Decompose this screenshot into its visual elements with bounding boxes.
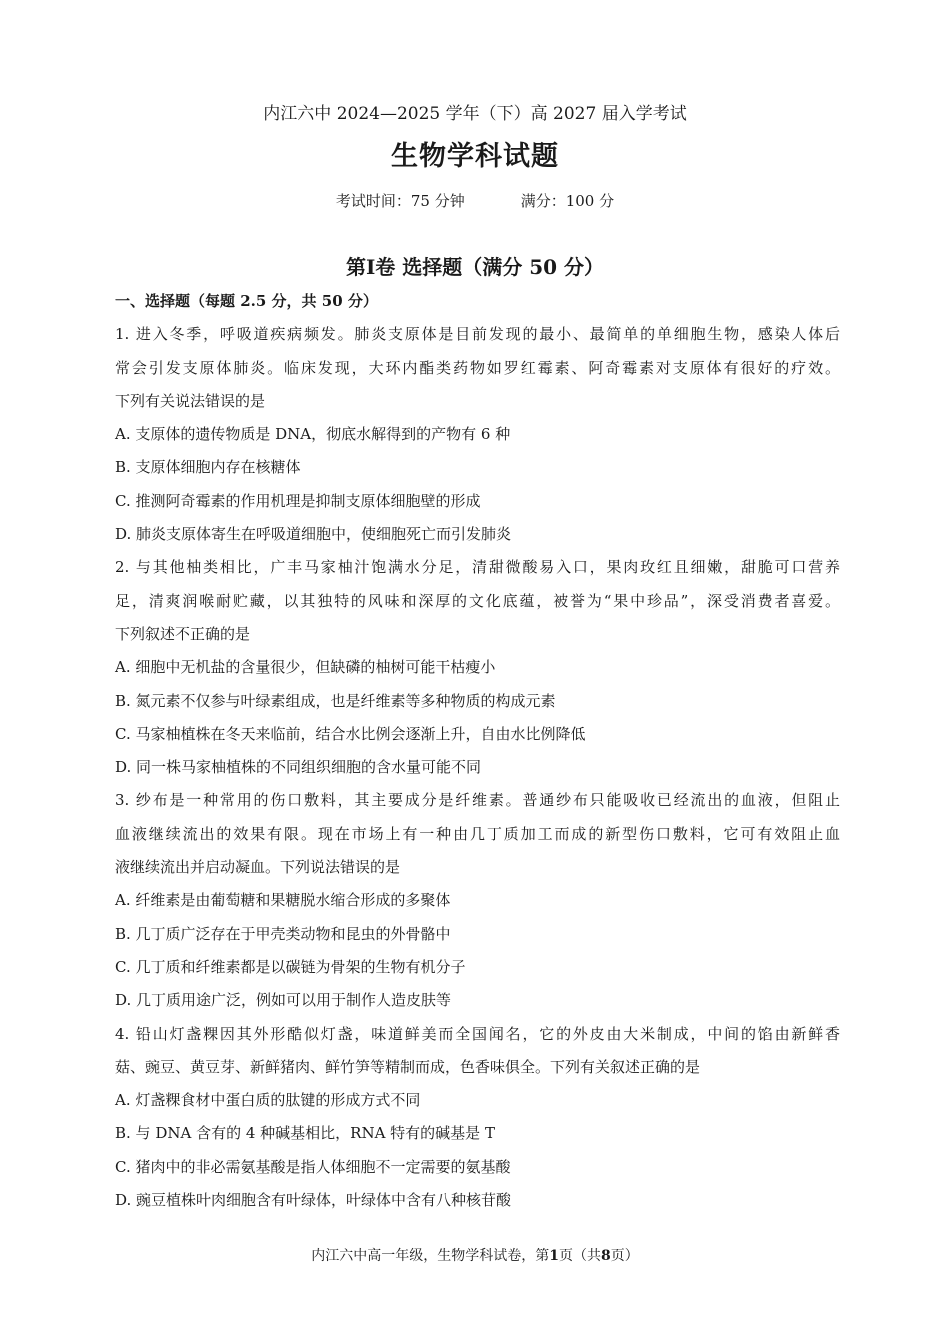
option-a: A. 细胞中无机盐的含量很少，但缺磷的柚树可能干枯瘦小 <box>115 658 496 677</box>
option-d: D. 肺炎支原体寄生在呼吸道细胞中，使细胞死亡而引发肺炎 <box>115 525 512 544</box>
section-title: 第Ⅰ卷 选择题（满分 50 分） <box>345 255 605 279</box>
question-stem-line: 常会引发支原体肺炎。临床发现，大环内酯类药物如罗红霉素、阿奇霉素对支原体有很好的疗效。 <box>115 358 840 377</box>
option-d: D. 同一株马家柚植株的不同组织细胞的含水量可能不同 <box>115 758 482 777</box>
question-stem-line: 下列有关说法错误的是 <box>115 391 266 410</box>
option-b: B. 支原体细胞内存在核糖体 <box>115 458 301 477</box>
option-a: A. 纤维素是由葡萄糖和果糖脱水缩合形成的多聚体 <box>115 891 451 910</box>
question-2 <box>115 551 840 784</box>
option-d: D. 豌豆植株叶肉细胞含有叶绿体，叶绿体中含有八种核苷酸 <box>115 1191 512 1210</box>
footer-suffix: 页） <box>610 1248 639 1264</box>
questions-area <box>115 285 840 1217</box>
option-b: B. 与 DNA 含有的 4 种碱基相比，RNA 特有的碱基是 T <box>115 1124 495 1143</box>
exam-info <box>0 189 950 213</box>
option-d: D. 几丁质用途广泛，例如可以用于制作人造皮肤等 <box>115 991 452 1010</box>
question-stem-line: 2. 与其他柚类相比，广丰马家柚汁饱满水分足，清甜微酸易入口，果肉玫红且细嫩，甜脆可口营养 <box>115 558 840 577</box>
question-stem-line: 3. 纱布是一种常用的伤口敷料，其主要成分是纤维素。普通纱布只能吸收已经流出的血液，但阻止 <box>115 791 840 810</box>
footer-prefix: 内江六中高一年级，生物学科试卷，第 <box>311 1248 550 1264</box>
exam-full-score: 满分：100 分 <box>520 192 615 210</box>
page-footer <box>0 1245 950 1267</box>
question-3 <box>115 784 840 1017</box>
question-stem-line: 足，清爽润喉耐贮藏，以其独特的风味和深厚的文化底蕴，被誉为“果中珍品”，深受消费者喜爱。 <box>115 591 840 610</box>
question-4 <box>115 1018 840 1218</box>
footer-middle: 页（共 <box>559 1248 601 1264</box>
option-c: C. 推测阿奇霉素的作用机理是抑制支原体细胞壁的形成 <box>115 491 481 510</box>
question-stem-line: 下列叙述不正确的是 <box>115 624 251 643</box>
footer-page-number: 1 <box>549 1248 559 1264</box>
part-heading: 一、选择题（每题 2.5 分，共 50 分） <box>115 292 378 310</box>
exam-time: 考试时间：75 分钟 <box>335 192 465 210</box>
option-b: B. 几丁质广泛存在于甲壳类动物和昆虫的外骨骼中 <box>115 924 451 943</box>
option-c: C. 马家柚植株在冬天来临前，结合水比例会逐渐上升，自由水比例降低 <box>115 724 586 743</box>
question-stem-line: 菇、豌豆、黄豆芽、新鲜猪肉、鲜竹笋等精制而成，色香味俱全。下列有关叙述正确的是 <box>115 1057 701 1076</box>
question-stem-line: 血液继续流出的效果有限。现在市场上有一种由几丁质加工而成的新型伤口敷料，它可有效阻止血 <box>115 824 840 843</box>
page-title: 生物学科试题 <box>391 141 559 172</box>
option-c: C. 几丁质和纤维素都是以碳链为骨架的生物有机分子 <box>115 957 466 976</box>
option-c: C. 猪肉中的非必需氨基酸是指人体细胞不一定需要的氨基酸 <box>115 1157 511 1176</box>
option-a: A. 灯盏粿食材中蛋白质的肽键的形成方式不同 <box>115 1091 421 1110</box>
option-b: B. 氮元素不仅参与叶绿素组成，也是纤维素等多种物质的构成元素 <box>115 691 556 710</box>
option-a: A. 支原体的遗传物质是 DNA，彻底水解得到的产物有 6 种 <box>115 425 511 444</box>
exam-header-line: 内江六中 2024—2025 学年（下）高 2027 届入学考试 <box>263 104 687 124</box>
question-stem-line: 1. 进入冬季，呼吸道疾病频发。肺炎支原体是目前发现的最小、最简单的单细胞生物，感染人体后 <box>115 325 840 344</box>
footer-total-pages: 8 <box>601 1248 611 1264</box>
question-1 <box>115 318 840 551</box>
question-stem-line: 4. 铅山灯盏粿因其外形酷似灯盏，味道鲜美而全国闻名，它的外皮由大米制成，中间的馅由新鲜香 <box>115 1024 840 1043</box>
question-stem-line: 液继续流出并启动凝血。下列说法错误的是 <box>115 858 401 877</box>
